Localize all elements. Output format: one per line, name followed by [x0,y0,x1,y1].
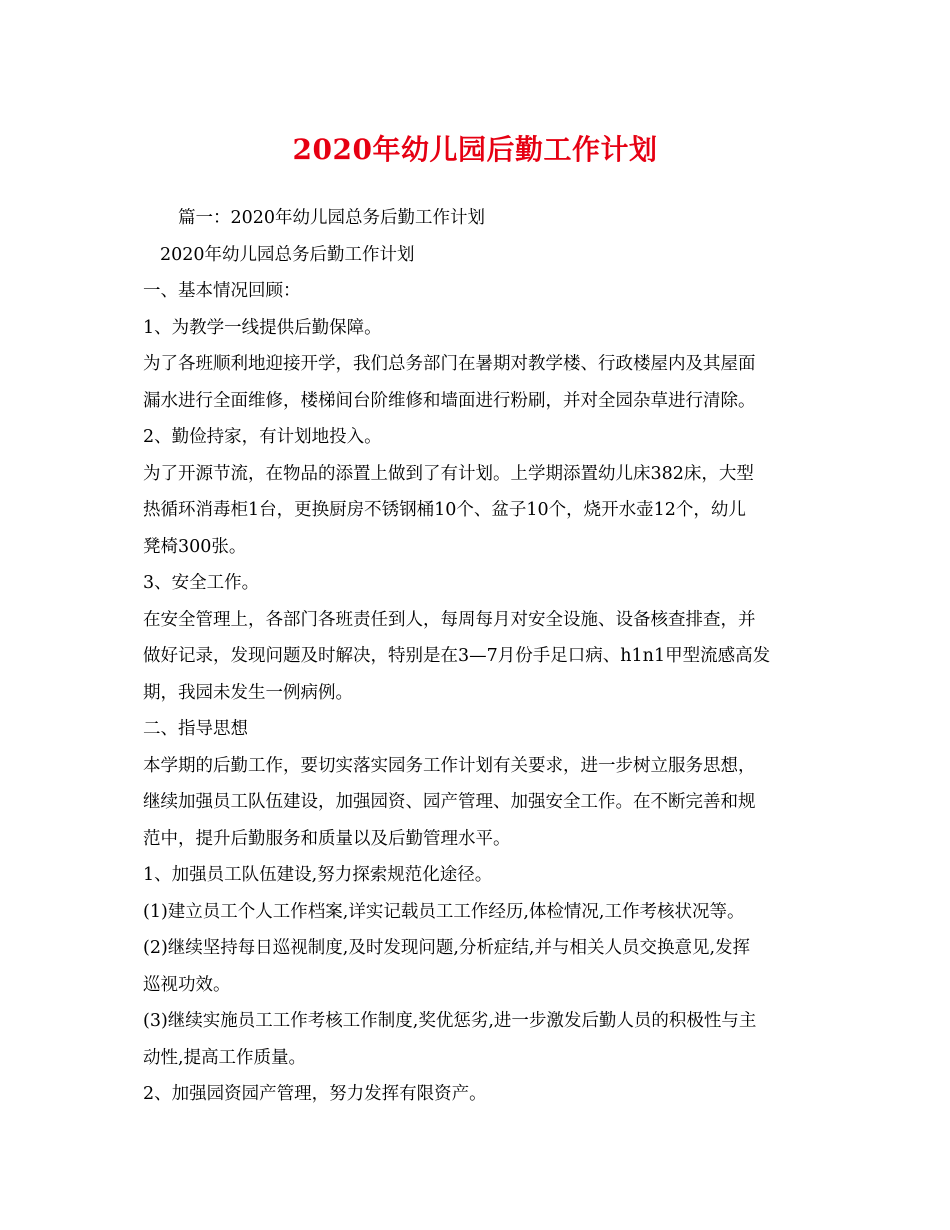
document-line: 本学期的后勤工作，要切实落实园务工作计划有关要求，进一步树立服务思想， [143,755,756,776]
document-line: 做好记录，发现问题及时解决，特别是在3—7月份手足口病、h1n1甲型流感高发 [143,646,771,666]
document-line: 3、安全工作。 [143,573,260,593]
document-line: 继续加强员工队伍建设，加强园资、园产管理、加强安全工作。在不断完善和规 [143,792,756,812]
document-line: (2)继续坚持每日巡视制度,及时发现问题,分析症结,并与相关人员交换意见,发挥 [143,938,751,958]
document-line: 巡视功效。 [143,974,231,995]
document-line: 漏水进行全面维修，楼梯间台阶维修和墙面进行粉刷，并对全园杂草进行清除。 [143,390,756,411]
document-line: (1)建立员工个人工作档案,详实记载员工工作经历,体检情况,工作考核状况等。 [143,901,745,922]
document-line: 1、加强员工队伍建设,努力探索规范化途径。 [143,865,493,885]
document-line: 在安全管理上，各部门各班责任到人，每周每月对安全设施、设备核查排查，并 [143,609,756,630]
document-line: 动性,提高工作质量。 [143,1047,307,1068]
document-line: 范中，提升后勤服务和质量以及后勤管理水平。 [143,828,511,849]
document-line: 凳椅300张。 [143,536,247,557]
document-line: 为了各班顺利地迎接开学，我们总务部门在暑期对教学楼、行政楼屋内及其屋面 [143,354,756,374]
document-line: 1、为教学一线提供后勤保障。 [143,317,382,338]
document-line: 一、基本情况回顾： [143,281,301,301]
document-line: 为了开源节流，在物品的添置上做到了有计划。上学期添置幼儿床382床，大型 [143,463,754,484]
document-body [143,200,823,1113]
document-line: 热循环消毒柜1台，更换厨房不锈钢桶10个、盆子10个，烧开水壶12个，幼儿 [143,500,746,520]
document-line: (3)继续实施员工工作考核工作制度,奖优惩劣,进一步激发后勤人员的积极性与主 [143,1011,757,1031]
document-line: 2020年幼儿园总务后勤工作计划 [160,244,415,265]
document-line: 期，我园未发生一例病例。 [143,682,353,703]
document-line: 2、加强园资园产管理，努力发挥有限资产。 [143,1084,487,1104]
document-line: 篇一：2020年幼儿园总务后勤工作计划 [178,208,486,228]
document-line: 二、指导思想 [143,719,248,739]
page-title: 2020年幼儿园后勤工作计划 [292,133,658,166]
document-line: 2、勤俭持家，有计划地投入。 [143,427,382,447]
